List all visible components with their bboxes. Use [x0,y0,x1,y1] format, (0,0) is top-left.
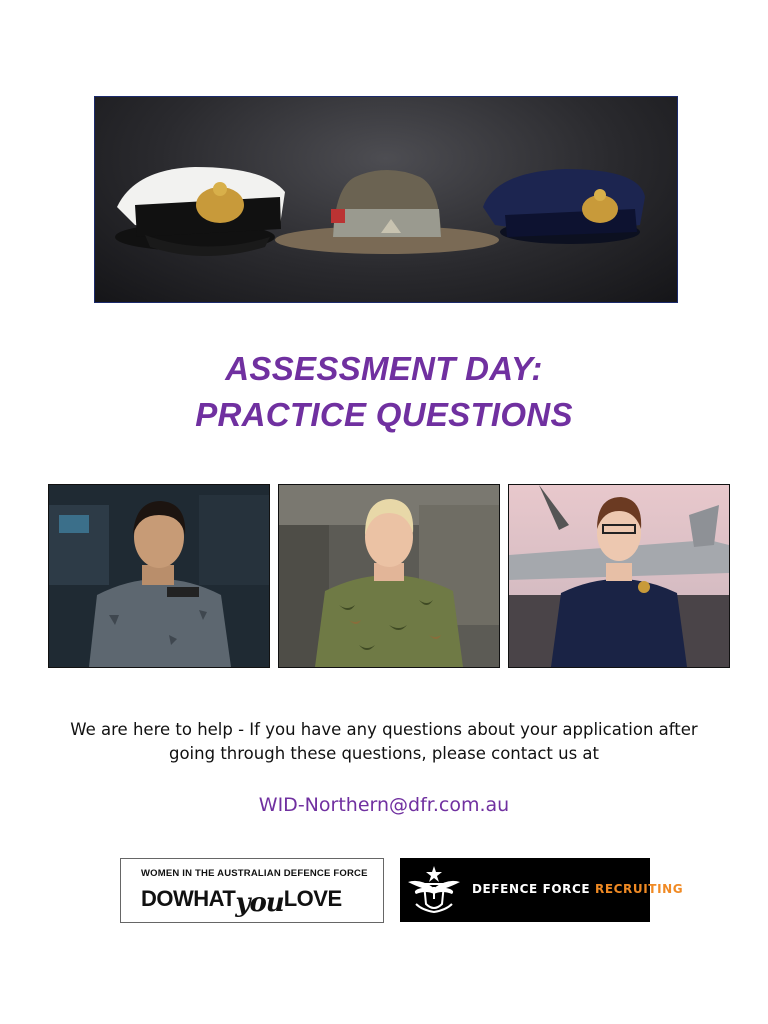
dfr-wordmark-part2: RECRUITING [595,882,684,896]
page-title-line2: PRACTICE QUESTIONS [195,396,573,433]
defence-force-recruiting-logo [400,858,684,922]
wad-slogan-part2: you [235,888,284,918]
contact-email-link[interactable]: WID-Northern@dfr.com.au [258,794,510,816]
help-text: We are here to help - If you have any questions about your application after going through these questions, please contact us at [70,720,698,763]
navy-cap-image [115,167,285,256]
crest-icon [402,860,466,920]
hats-banner-image [94,96,678,303]
airforce-cap-image [483,169,645,244]
wad-slogan-part1: DOWHAT [141,886,236,911]
women-in-adf-logo [120,858,384,923]
dfr-wordmark-part1: DEFENCE FORCE [472,882,591,896]
airforce-member-photo [508,484,730,668]
army-member-photo [278,484,500,668]
wad-tagline: WOMEN IN THE AUSTRALIAN DEFENCE FORCE [141,868,368,879]
dfr-wordmark [472,882,683,896]
wad-slogan-part3: LOVE [283,886,342,911]
page-title-line1: ASSESSMENT DAY: [225,350,543,387]
navy-member-photo [48,484,270,668]
slouch-hat-image [275,170,499,254]
wad-slogan [141,883,342,918]
